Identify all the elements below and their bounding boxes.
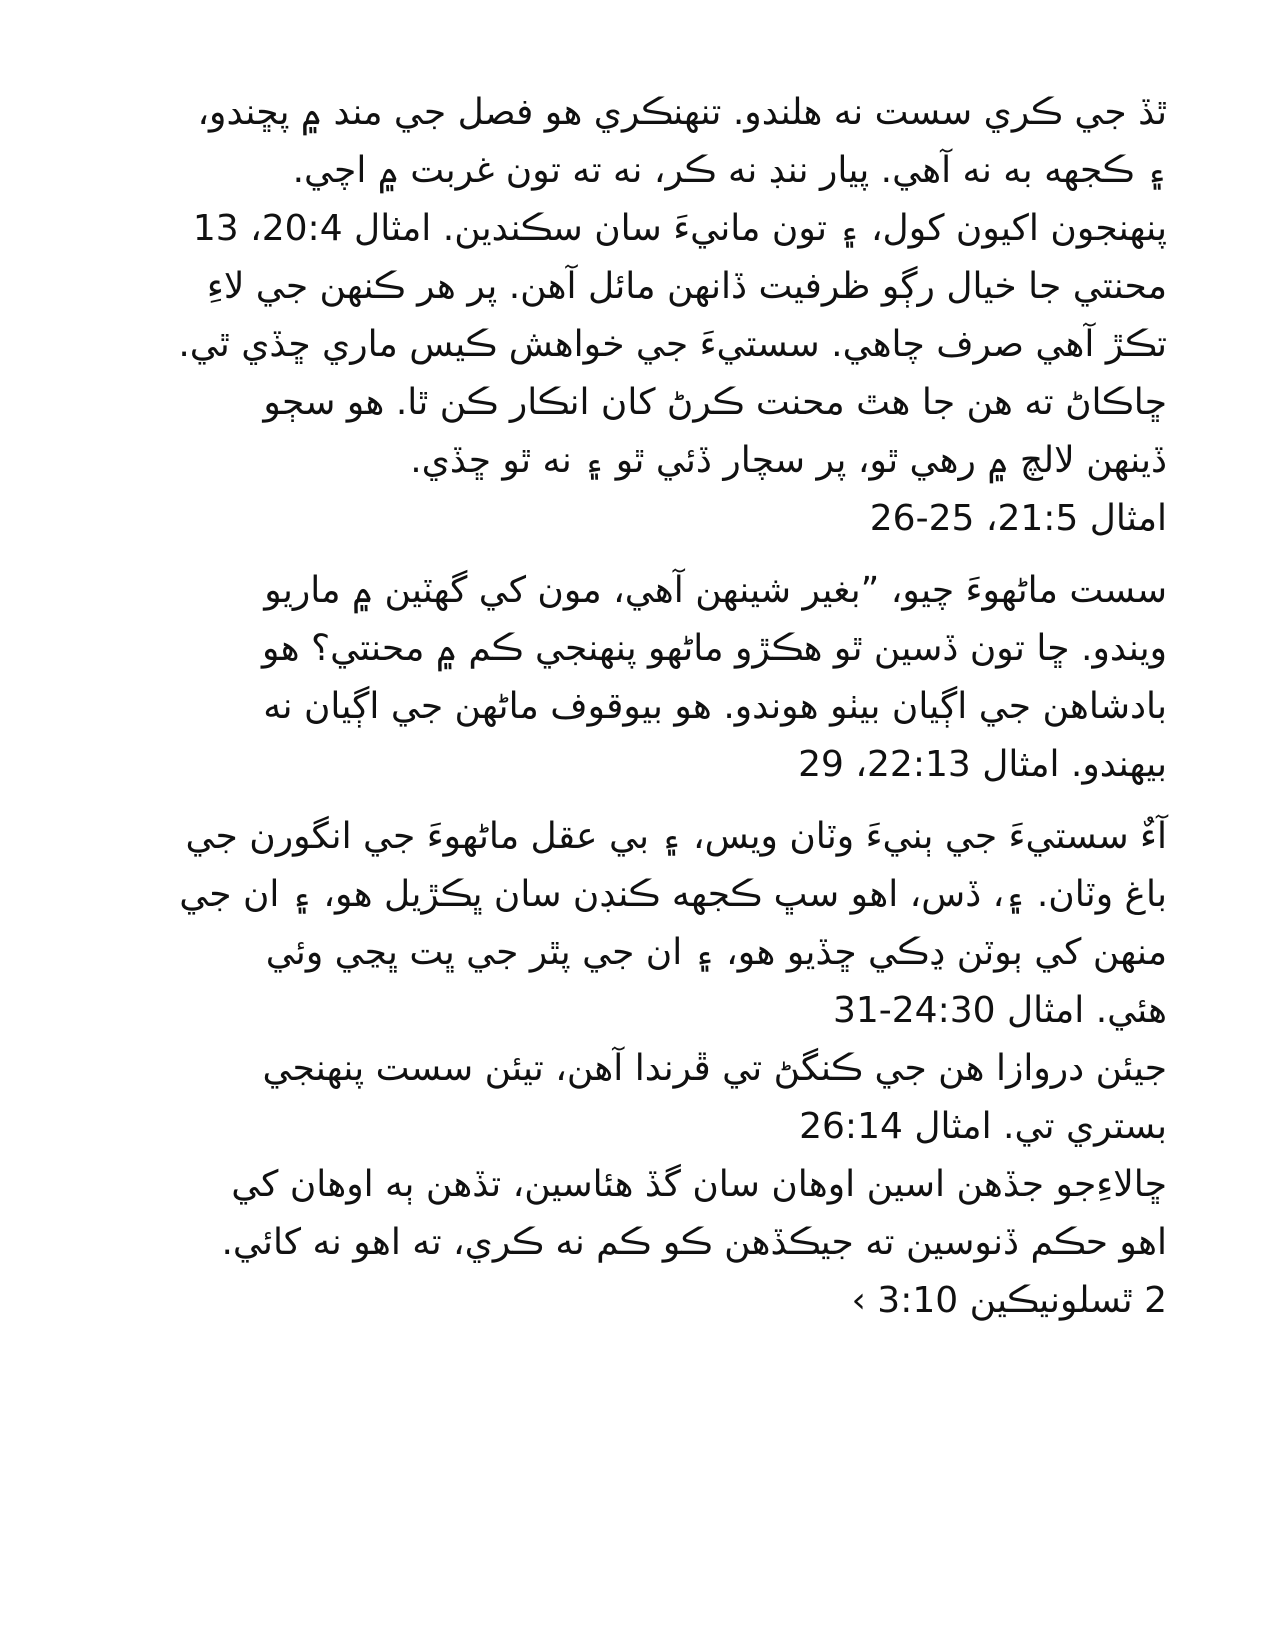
- text-line: ويندو. ڇا تون ڏسين ٿو هڪڙو ماڻهو پنهنجي ڪم ۾ محنتي؟ هو: [261, 628, 1167, 669]
- text-line: ۽ ڪجهه به نه آهي. پيار ننڊ نه ڪر، نه ته تون غربت ۾ اچي.: [292, 150, 1167, 191]
- text-line: بادشاهن جي اڳيان بيٺو هوندو. هو بيوقوف ماڻهن جي اڳيان نه: [263, 686, 1167, 727]
- text-line: هئي. امثال 24:30-31: [832, 990, 1167, 1031]
- text-line: منهن کي ٻوٽن ڍڪي ڇڏيو هو، ۽ ان جي پٿر جي ڀت ڀڃي وئي: [265, 932, 1167, 973]
- text-line: باغ وٽان. ۽، ڏس، اهو سڀ ڪجهه ڪنڊن سان ڀڪڙيل هو، ۽ ان جي: [179, 874, 1167, 915]
- text-line: بستري تي. امثال 26:14: [799, 1106, 1167, 1147]
- text-line: پنهنجون اکيون کول، ۽ تون مانيءَ سان سڪندين. امثال 20:4، 13: [192, 208, 1167, 249]
- text-line: سست ماڻهوءَ چيو، ”بغير شينهن آهي، مون کي گهٽين ۾ ماريو: [264, 570, 1167, 611]
- text-line: ڇالاءِجو جڏهن اسين اوهان سان گڏ هئاسين، تڏهن ٻه اوهان کي: [231, 1164, 1167, 1205]
- text-line: بيهندو. امثال 22:13، 29: [798, 744, 1167, 785]
- text-line: جيئن دروازا هن جي ڪنگڻ تي ڦرندا آهن، تيئن سست پنهنجي: [262, 1048, 1167, 1089]
- text-line: آءٌ سستيءَ جي ٻنيءَ وٽان ويس، ۽ بي عقل ماڻهوءَ جي انگورن جي: [185, 816, 1167, 857]
- document-body: [100, 84, 1167, 1330]
- text-line: اهو حڪم ڏنوسين ته جيڪڏهن ڪو ڪم نه ڪري، ته اهو نه کائي.: [221, 1222, 1167, 1263]
- text-line: 2 ٿسلونيڪين 3:10 ›: [851, 1280, 1167, 1321]
- text-line: محنتي جا خيال رڳو ظرفيت ڏانهن مائل آهن. پر هر ڪنهن جي لاءِ: [206, 266, 1167, 307]
- text-line: ٿڏ جي ڪري سست نه هلندو. تنهنڪري هو فصل جي مند ۾ پڇندو،: [197, 92, 1167, 133]
- text-line: ڏينهن لالچ ۾ رهي ٿو، پر سچار ڏئي ٿو ۽ نه ٿو ڇڏي.: [410, 440, 1167, 481]
- text-line: تڪڙ آهي صرف چاهي. سستيءَ جي خواهش ڪيس ماري ڇڏي ٿي.: [178, 324, 1167, 365]
- text-line: امثال 21:5، 25-26: [869, 498, 1167, 539]
- text-line: ڇاڪاڻ ته هن جا هٿ محنت ڪرڻ کان انڪار ڪن ٿا. هو سڄو: [263, 382, 1167, 423]
